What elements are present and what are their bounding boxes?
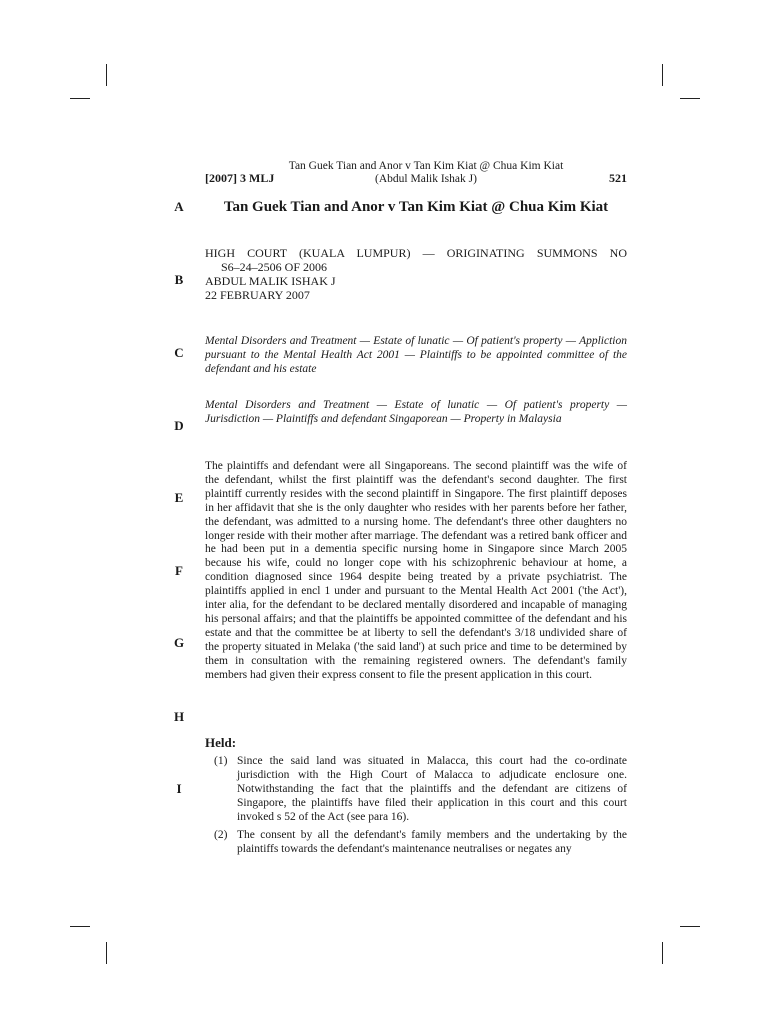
held-item-1	[205, 755, 627, 825]
catchwords-2: Mental Disorders and Treatment — Estate of lunatic — Of patient's property — Jurisdiction — Plaintiffs and defendant Singaporean — Property in Malaysia	[205, 399, 627, 425]
case-title: Tan Guek Tian and Anor v Tan Kim Kiat @ Chua Kim Kiat	[223, 199, 609, 215]
crop-mark-top-left-vertical	[106, 64, 107, 86]
running-title-line2: (Abdul Malik Ishak J)	[375, 173, 477, 185]
held-heading: Held:	[205, 735, 237, 750]
crop-mark-bottom-right-horizontal	[680, 926, 700, 927]
margin-letter-e: E	[174, 490, 184, 505]
crop-mark-bottom-right-vertical	[662, 942, 663, 964]
margin-letter-c: C	[174, 345, 184, 360]
page-number: 521	[609, 171, 627, 185]
report-reference: [2007] 3 MLJ	[205, 171, 275, 185]
margin-letter-g: G	[173, 635, 185, 650]
crop-mark-bottom-left-vertical	[106, 942, 107, 964]
margin-letter-f: F	[175, 563, 183, 578]
margin-letter-d: D	[174, 418, 184, 433]
crop-mark-top-right-horizontal	[680, 98, 700, 99]
catchwords-1: Mental Disorders and Treatment — Estate of lunatic — Of patient's property — Appliction pursuant to the Mental Health Act 2001 — Plaintiffs to be appointed committee of the defendant and his estate	[205, 335, 627, 375]
running-title-line1: Tan Guek Tian and Anor v Tan Kim Kiat @ Chua Kim Kiat	[288, 160, 564, 172]
held-item-number: (1)	[214, 755, 228, 767]
running-title	[265, 160, 587, 186]
summons-number: S6–24–2506 OF 2006	[221, 260, 328, 274]
held-item-2	[205, 829, 627, 857]
margin-letter-h: H	[173, 709, 185, 724]
margin-letter-b: B	[174, 272, 184, 287]
held-item-text: Since the said land was situated in Malacca, this court had the co-ordinate jurisdiction with the High Court of Malacca to adjudicate enclosure one. Notwithstanding the fact that the plaintiffs and the defendant are citizens of Singapore, the plaintiffs have filed their application in this court and this court invoked s 52 of the Act (see para 16).	[237, 755, 627, 823]
held-item-text: The consent by all the defendant's family members and the undertaking by the plaintiffs towards the defendant's maintenance neutralises or negates any	[237, 829, 627, 855]
headnote-summary: The plaintiffs and defendant were all Singaporeans. The second plaintiff was the wife of the defendant, whilst the first plaintiff was the defendant's second daughter. The first plaintiff currently resides with the second plaintiff in Singapore. The first plaintiff deposes in her affidavit that she is the only daughter who resides with her parents before her father, the defendant, was admitted to a nursing home. The defendant's three other daughters no longer reside with their mother after marriage. The defendant was a retired bank officer and he had been put in a dementia specific nursing home in Singapore since March 2005 because his wife, could no longer cope with his schizophrenic behaviour at home, a condition diagnosed since 1964 despite being treated by a private psychiatrist. The plaintiffs applied in encl 1 under and pursuant to the Mental Health Act 2001 ('the Act'), inter alia, for the defendant to be declared mentally disordered and incapable of managing his personal affairs; and that the plaintiffs be appointed committee of the defendant and his estate and that the committee be at liberty to sell the defendant's 3/18 undivided share of the property situated in Melaka ('the said land') at such price and time to be determined by them in consultation with the remaining registered owners. The defendant's family members had given their express consent to file the present application in this court.	[205, 460, 627, 681]
crop-mark-top-right-vertical	[662, 64, 663, 86]
decision-date: 22 FEBRUARY 2007	[205, 288, 310, 302]
crop-mark-top-left-horizontal	[70, 98, 90, 99]
crop-mark-bottom-left-horizontal	[70, 926, 90, 927]
held-item-number: (2)	[214, 829, 228, 841]
running-header	[205, 160, 627, 190]
margin-letter-i: I	[176, 781, 182, 796]
court-line: HIGH COURT (KUALA LUMPUR) — ORIGINATING SUMMONS NO	[205, 246, 627, 260]
court-info	[205, 246, 627, 302]
margin-letter-a: A	[174, 199, 184, 214]
judge-name: ABDUL MALIK ISHAK J	[205, 274, 336, 288]
